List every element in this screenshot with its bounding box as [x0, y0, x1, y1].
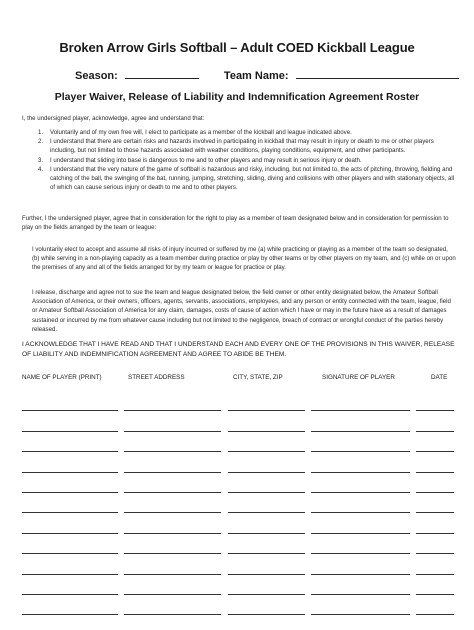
roster-table: [0, 396, 474, 620]
city-state-zip-line[interactable]: [228, 472, 305, 473]
name-line[interactable]: [22, 492, 118, 493]
street-address-line[interactable]: [124, 512, 221, 513]
list-text: I understand that the very nature of the game of softball is hazardous and risky, including, but not limited to, the acts of pitching, throwing, fielding and catching of the ball, the swinging of the bat, running, jumping, stretching, sliding, diving and collisions with other players and with stationary objects, all of which can cause serious injury or death to me and to other players.: [50, 165, 455, 192]
name-line[interactable]: [22, 472, 118, 473]
season-label: Season:: [75, 70, 118, 82]
street-address-line[interactable]: [124, 410, 221, 411]
table-row: [0, 478, 474, 498]
date-line[interactable]: [416, 574, 454, 575]
signature-line[interactable]: [311, 410, 410, 411]
date-line[interactable]: [416, 431, 454, 432]
signature-line[interactable]: [311, 492, 410, 493]
signature-line[interactable]: [311, 594, 410, 595]
signature-line[interactable]: [311, 553, 410, 554]
name-line[interactable]: [22, 512, 118, 513]
season-field[interactable]: [125, 68, 199, 79]
street-address-line[interactable]: [124, 553, 221, 554]
column-header-city: CITY, STATE, ZIP: [233, 374, 283, 381]
date-line[interactable]: [416, 451, 454, 452]
signature-line[interactable]: [311, 512, 410, 513]
date-line[interactable]: [416, 410, 454, 411]
street-address-line[interactable]: [124, 492, 221, 493]
column-header-date: DATE: [431, 374, 448, 381]
column-header-street: STREET ADDRESS: [128, 374, 185, 381]
list-number: 3.: [38, 156, 44, 164]
acknowledgement-statement: I ACKNOWLEDGE THAT I HAVE READ AND THAT I UNDERSTAND EACH AND EVERY ONE OF THE PROVISIONS IN THIS WAIVER, RELEASE OF LIABILITY AND INDEMNIFICATION AGREEMENT AND AGREE TO ABIDE BE THEM.: [22, 341, 455, 358]
date-line[interactable]: [416, 594, 454, 595]
city-state-zip-line[interactable]: [228, 410, 305, 411]
list-number: 1.: [38, 129, 44, 136]
date-line[interactable]: [416, 614, 454, 615]
street-address-line[interactable]: [124, 574, 221, 575]
date-line[interactable]: [416, 512, 454, 513]
name-line[interactable]: [22, 614, 118, 615]
season-team-row: [75, 68, 415, 82]
street-address-line[interactable]: [124, 472, 221, 473]
team-name-label: Team Name:: [223, 70, 289, 82]
table-row: [0, 559, 474, 579]
city-state-zip-line[interactable]: [228, 451, 305, 452]
street-address-line[interactable]: [124, 594, 221, 595]
list-number: 2.: [38, 138, 44, 146]
name-line[interactable]: [22, 594, 118, 595]
table-row: [0, 437, 474, 457]
table-row: [0, 600, 474, 620]
name-line[interactable]: [22, 451, 118, 452]
list-item: [38, 156, 460, 165]
city-state-zip-line[interactable]: [228, 614, 305, 615]
list-text: Voluntarily and of my own free will, I elect to participate as a member of the kickball and league indicated above.: [50, 129, 352, 136]
date-line[interactable]: [416, 533, 454, 534]
column-header-signature: SIGNATURE OF PLAYER: [322, 374, 395, 381]
date-line[interactable]: [416, 553, 454, 554]
name-line[interactable]: [22, 533, 118, 534]
date-line[interactable]: [416, 472, 454, 473]
date-line[interactable]: [416, 492, 454, 493]
city-state-zip-line[interactable]: [228, 533, 305, 534]
list-text: I understand that there are certain risks and hazards involved in participating in kickball that may result in injury or death to me or other players including, but not limited to those hazards associated with weather conditions, playing conditions, equipment, and other participants.: [50, 138, 434, 155]
street-address-line[interactable]: [124, 451, 221, 452]
team-name-field[interactable]: [296, 68, 459, 79]
signature-line[interactable]: [311, 472, 410, 473]
document-subtitle: Player Waiver, Release of Liability and Indemnification Agreement Roster: [54, 91, 420, 103]
roster-header-row: [0, 374, 474, 384]
signature-line[interactable]: [311, 451, 410, 452]
table-row: [0, 580, 474, 600]
list-item: [38, 165, 460, 193]
list-item: [38, 137, 460, 155]
further-paragraph: Further, I the undersigned player, agree that in consideration for the right to play as a member of team designated below and in consideration for permission to play on the fields arranged by the team or league:: [22, 215, 449, 232]
list-number: 4.: [38, 165, 44, 173]
assumption-of-risk-paragraph: I voluntarily elect to accept and assume all risks of injury incurred or suffered by me (a) while practicing or playing as a member of the team so designated, (b) while serving in a non-playing capacity as a team member during practice or play by other teams or by other players on my team, and (c) while on or upon the premises of any and all of the fields arranged for by my team or league for practice or play.: [32, 246, 456, 272]
table-row: [0, 539, 474, 559]
document-title: Broken Arrow Girls Softball – Adult COED Kickball League: [59, 40, 415, 55]
list-text: I understand that sliding into base is dangerous to me and to other players and may result in serious injury or death.: [50, 156, 362, 164]
table-row: [0, 396, 474, 416]
city-state-zip-line[interactable]: [228, 553, 305, 554]
city-state-zip-line[interactable]: [228, 574, 305, 575]
name-line[interactable]: [22, 431, 118, 432]
city-state-zip-line[interactable]: [228, 594, 305, 595]
city-state-zip-line[interactable]: [228, 492, 305, 493]
name-line[interactable]: [22, 410, 118, 411]
signature-line[interactable]: [311, 614, 410, 615]
table-row: [0, 457, 474, 477]
table-row: [0, 498, 474, 518]
table-row: [0, 416, 474, 436]
signature-line[interactable]: [311, 574, 410, 575]
name-line[interactable]: [22, 553, 118, 554]
list-item: [38, 128, 460, 137]
city-state-zip-line[interactable]: [228, 512, 305, 513]
street-address-line[interactable]: [124, 431, 221, 432]
release-paragraph: I release, discharge and agree not to sue the team and league designated below, the field owner or other entity designated below, the Amateur Softball Association of America, or their owners, officers, agents, servants, associations, employees, and any person or entity connected with the team, league, field or Amateur Softball Association of America for any claim, damages, costs of cause of action which I have or may in the future have as a result of damages sustained or incurred by me from whatever cause including but not limited to the negligence, breach of contract or wrongful conduct of the parties hereby released.: [32, 289, 451, 333]
signature-line[interactable]: [311, 533, 410, 534]
intro-text: I, the undersigned player, acknowledge, agree and understand that:: [22, 115, 205, 122]
signature-line[interactable]: [311, 431, 410, 432]
city-state-zip-line[interactable]: [228, 431, 305, 432]
column-header-name: NAME OF PLAYER (PRINT): [22, 374, 102, 381]
table-row: [0, 518, 474, 538]
street-address-line[interactable]: [124, 533, 221, 534]
acknowledgement-list: [38, 128, 460, 192]
name-line[interactable]: [22, 574, 118, 575]
street-address-line[interactable]: [124, 614, 221, 615]
